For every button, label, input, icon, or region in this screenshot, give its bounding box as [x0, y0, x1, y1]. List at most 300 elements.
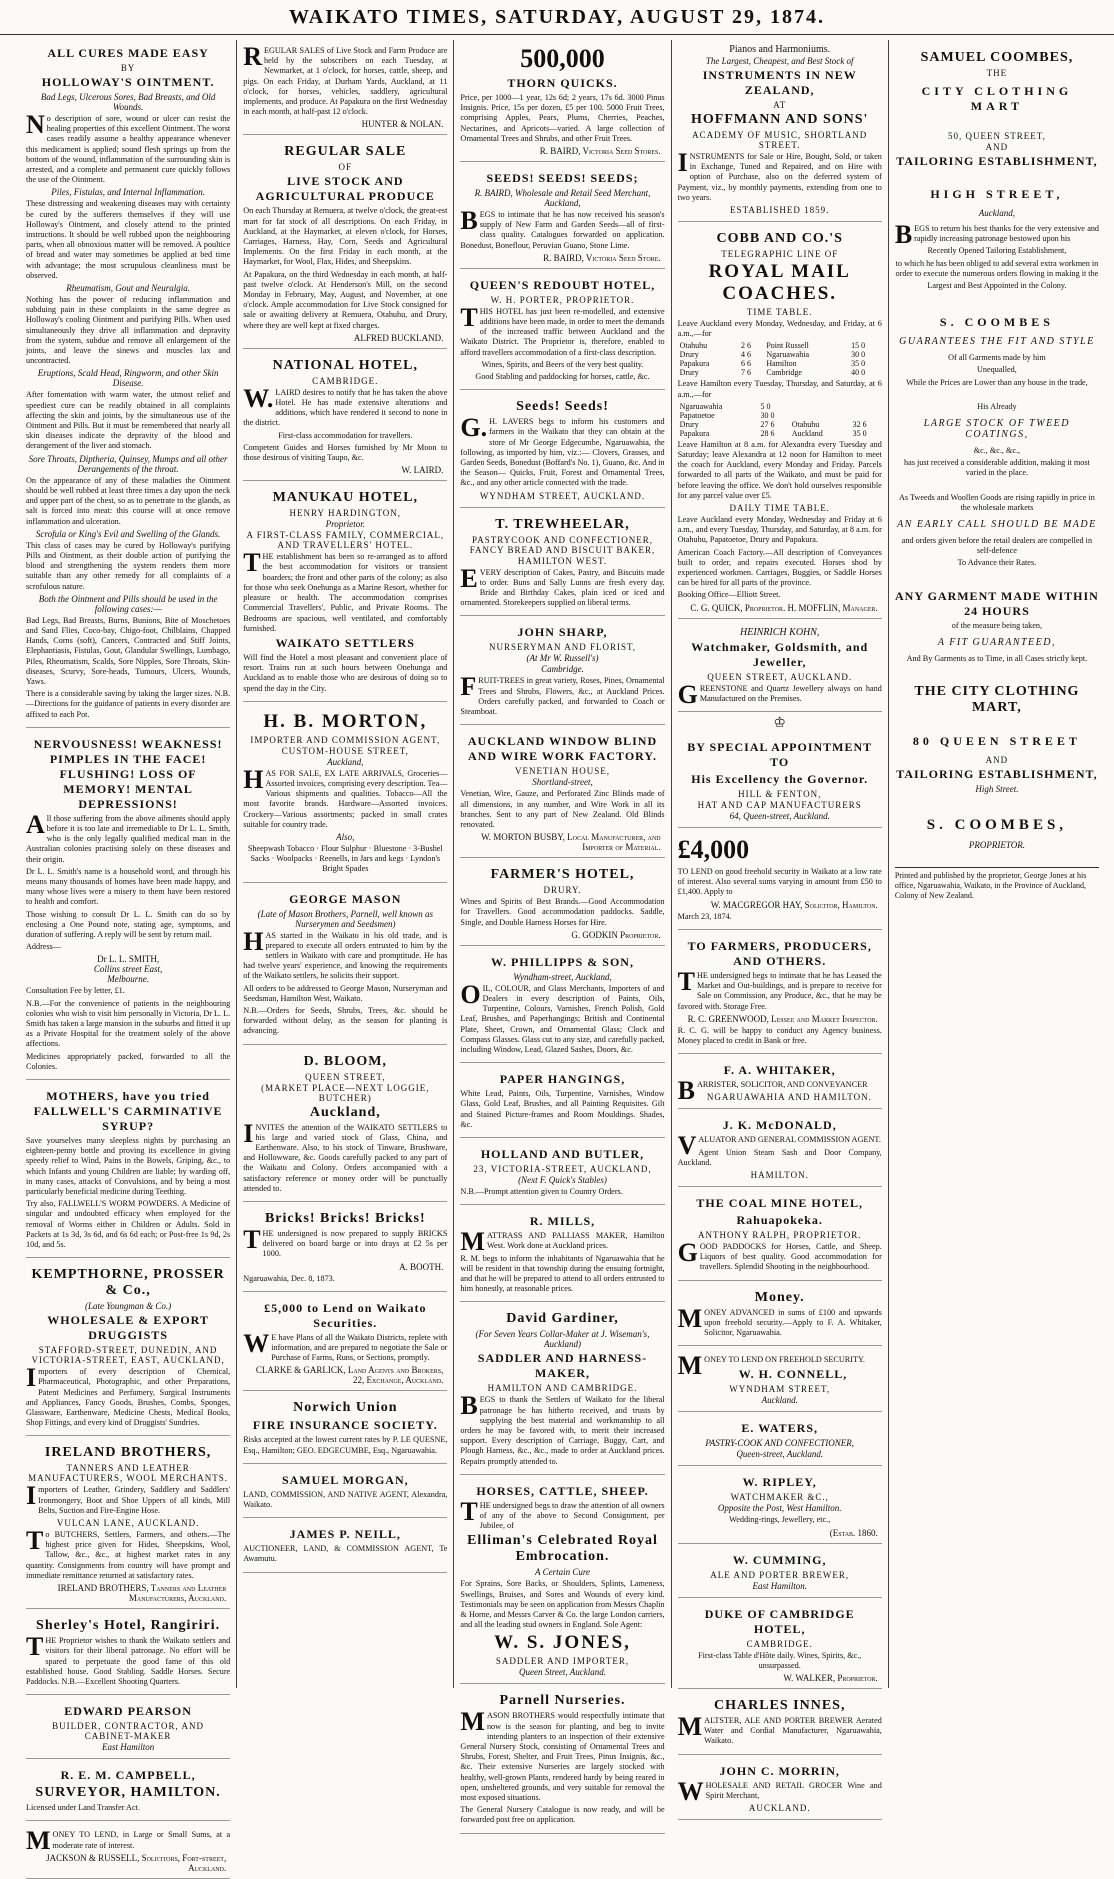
ad-and: AND [985, 755, 1009, 766]
ad-subhead: IMPORTER AND COMMISSION AGENT, [250, 734, 441, 745]
ad-headline: Seeds! Seeds! [516, 399, 609, 415]
ad-headline: WHOLESALE & EXPORT DRUGGISTS [47, 1313, 209, 1343]
ad-headline: AUCKLAND WINDOW BLIND AND WIRE WORK FACTORY. [467, 734, 658, 764]
ad-address: VULCAN LANE, AUCKLAND. [56, 1518, 200, 1529]
table-cell: Hamilton [766, 359, 797, 369]
ad-body: Venetian, Wire, Gauze, and Perforated Zinc Blinds made of all dimensions, in any number, and Wire Work in all its branches. Sent to any part of New Zealand. Old Blinds renovated. [460, 789, 665, 829]
ad-body: OIL, COLOUR, and Glass Merchants, Importers of and Dealers in every description of Paints, Oils, Turpentine, Colours, Varnishes, French Polish, Gold Leaf, Brushes, and Paperhangings; British and Continental Plate, Sheet, Crown, and Ornamental Glass; Clock and Compass Glasses. Glass cut to any size, and carefully packed, including Window, Lead, Glazed Sashes, Doors, &c. [460, 979, 665, 1054]
ad-body: GOOD PADDOCKS for Horses, Cattle, and Sheep. Liquors of best quality. Good accommodation for travellers. Splendid Shooting in the neighbourhood. [677, 1237, 882, 1272]
ad-headline: KEMPTHORNE, PROSSER & Co., [31, 1267, 225, 1299]
ad-address: 23, VICTORIA-STREET, AUCKLAND, [473, 1163, 652, 1174]
ad-body: THE undersigned begs to draw the attention of all owners of any of the above to Second Consignment, per Jubilee, of [460, 1496, 665, 1531]
ad-body: Those wishing to consult Dr L. L. Smith can do so by enclosing a One Pound note, stating age, symptoms, and duration of suffering. A reply will be sent by return mail. [26, 909, 231, 939]
ad-subhead: R. BAIRD, Wholesale and Retail Seed Merchant, Auckland, [474, 188, 651, 209]
ad-place: Cambridge. [541, 664, 584, 675]
ad-headline: WAIKATO SETTLERS [275, 635, 415, 650]
ad-body: BEGS to return his best thanks for the very extensive and rapidly increasing patronage bestowed upon his [894, 220, 1100, 249]
ad-at: AT [773, 100, 787, 110]
ad-subhead: His Excellency the Governor. [691, 772, 869, 787]
ad-place: AUCKLAND. [748, 1802, 811, 1813]
ad-signature: R. BAIRD, Victoria Seed Stores. [539, 146, 661, 157]
table-cell: Otahuhu [791, 419, 820, 429]
ripley-ad [678, 1469, 882, 1543]
ad-headline: PAPER HANGINGS, [499, 1072, 626, 1087]
address-line: Dr L. L. SMITH, [97, 954, 160, 965]
ad-body: Licensed under Land Transfer Act. [26, 1803, 140, 1813]
ad-headline: REGULAR SALE [284, 144, 407, 160]
ad-body: W.LAIRD desires to notify that he has taken the above Hotel. He has made extensive alterations and additions, which have rendered it second to none in the district. [243, 383, 448, 428]
table-row [678, 411, 882, 420]
mcdonald-ad [678, 1112, 882, 1187]
ad-place: NGARUAWAHIA AND HAMILTON. [706, 1092, 872, 1103]
ad-signature: R. BAIRD, Victoria Seed Store. [543, 252, 661, 263]
pearson-ad [26, 1698, 230, 1759]
national-hotel-ad [243, 352, 447, 481]
ad-body: As Tweeds and Woollen Goods are rising rapidly in price in the wholesale markets [898, 492, 1095, 512]
ad-body: REGULAR SALES of Live Stock and Farm Produce are held by the subscribers on each Tuesday, at Newmarket, at 1 o'clock, for horses, cattle, sheep, and pigs. On each Friday, at Durham Yards, Auckland, at 11 o'clock, for horses, vehicles, saddlery, agricultural implements, and produce. At Papakura on the first Wednesday in each month, at half-past 12 o'clock. [243, 42, 448, 117]
ad-headline: ANY GARMENT MADE WITHIN 24 HOURS [895, 588, 1099, 618]
ad-body: There is a considerable saving by taking the larger sizes. N.B.—Directions for the guidance of patients in every disorder are affixed to each Pot. [26, 689, 231, 719]
ad-body: R. M. begs to inform the inhabitants of Ngaruawahia that he will be resident in that township during the ensuing fortnight, and that he will be prepared to attend to all orders entrusted to him honestly, at reasonable prices. [460, 1253, 665, 1294]
ad-address: Queen Street, Auckland. [519, 1667, 606, 1678]
ad-body: MATTRASS AND PALLIASS MAKER, Hamilton West. Work done at Auckland prices. [460, 1227, 665, 1257]
ad-of: OF [338, 162, 353, 173]
ad-headline: H. B. MORTON, [263, 710, 428, 732]
norwich-ad [243, 1394, 447, 1463]
ad-headline: Money. [754, 1289, 805, 1305]
parnell-ad [460, 1687, 664, 1833]
ad-subhead: HENRY HARDINGTON, [289, 508, 402, 519]
ad-headline: SEEDS! SEEDS! SEEDS; [486, 171, 639, 186]
ad-headline: GEORGE MASON [289, 891, 402, 906]
connell-ad [678, 1349, 882, 1412]
ad-address: (Next F. Quick's Stables) [518, 1174, 607, 1185]
ad-body: Wedding-rings, Jewellery, etc., [729, 1515, 831, 1525]
ad-body: American Coach Factory.—All description of Conveyances built to order, and repairs executed. Horses shod by experienced workmen. Carriages, Buggies, or Saddle Horses can be hired for all parts of the province. [677, 547, 882, 588]
ad-headline: HOFFMANN AND SONS' [690, 112, 869, 127]
ad-body: Leave Auckland every Monday, Wednesday and Friday at 6 a.m., and every Tuesday, Thursday, and Saturday, at 8 a.m. for Otahuhu, Papatoetoe, Drury and Papakura. [677, 515, 882, 545]
ad-body: All orders to be addressed to George Mason, Nurseryman and Seedsman, Hamilton West, Waikato. [243, 983, 448, 1003]
ad-body: Of all Garments made by him [948, 353, 1046, 363]
ad-body: At Papakura, on the third Wednesday in each month, at half-past twelve o'clock. At Henderson's Mill, on the second Monday in February, May, August, and November, at one o'clock. Ample accommodation for Live Stock consigned for sale or awaiting delivery at Remuera, Otahuhu, and Drury, where they are well kept at fixed charges. [243, 269, 448, 330]
kempthorne-ad [26, 1261, 230, 1436]
table-cell: Drury [679, 368, 699, 378]
money-advanced-ad [678, 1284, 882, 1347]
ad-headline: SAMUEL COOMBES, [920, 50, 1074, 65]
column-4 [672, 40, 889, 1813]
ad-headline: NERVOUSNESS! WEAKNESS! PIMPLES IN THE FACE! FLUSHING! LOSS OF MEMORY! MENTAL DEPRESSIONS! [33, 736, 223, 811]
ad-body: Sheepwash Tobacco · Flour Sulphur · Bluestone · 3-Bushel Sacks · Woolpacks · Reenells, in Jars and kegs · Lyndon's Bright Spades [247, 843, 443, 874]
ad-body: Agent Union Steam Sash and Door Company, Auckland. [677, 1147, 882, 1167]
ad-italic: GUARANTEES THE FIT AND STYLE [899, 336, 1095, 348]
table-cell: Auckland [791, 428, 823, 438]
table-row [678, 341, 882, 350]
lavers-seeds-ad [460, 393, 664, 507]
ad-body: LAND, COMMISSION, AND NATIVE AGENT, Alexandra, Waikato. [243, 1489, 448, 1510]
ad-subhead: The Largest, Cheapest, and Best Stock of [705, 56, 854, 66]
ad-headline: EDWARD PEARSON [64, 1704, 192, 1719]
ad-lead: Bad Legs, Ulcerous Sores, Bad Breasts, and Old Wounds. [40, 92, 216, 112]
ad-body: To Advance their Rates. [957, 558, 1037, 568]
table-cell: Papakura [679, 359, 710, 369]
ad-headline: DUKE OF CAMBRIDGE HOTEL, [704, 1606, 855, 1636]
nervousness-ad [26, 731, 230, 1080]
ad-signature: C. G. QUICK, Proprietor. H. MOFFLIN, Manager. [690, 602, 878, 613]
table-cell: Papatoetoe [679, 410, 715, 420]
ad-lead: Sore Throats, Diptheria, Quinsey, Mumps and all other Derangements of the throat. [28, 453, 228, 474]
ad-body: BARRISTER, SOLICITOR, AND CONVEYANCER [677, 1076, 868, 1106]
ad-address: ACADEMY OF MUSIC, SHORTLAND STREET. [692, 130, 868, 150]
address-line: Melbourne. [107, 974, 149, 985]
ad-body: and orders given before the retail dealers are compelled in self-defence [901, 536, 1093, 556]
table-cell: 35 0 [852, 428, 867, 438]
ad-body: These distressing and weakening diseases may with certainty be cured by the sufferers themselves if they will use Holloway's Ointment, and closely attend to the printed instructions. It should be well rubbed upon the neighbouring parts, when all obnoxious matter will be removed. A poultice of bread and water may sometimes be applied at bed time with advantage; the most scrupulous cleanliness must be observed. [26, 199, 231, 280]
ad-headline: COBB AND CO.'S [716, 231, 843, 247]
table-cell: 5 0 [760, 401, 771, 411]
morton-ad [243, 705, 447, 883]
ad-signature: A. BOOTH. [399, 1261, 444, 1272]
ad-body: Good Stabling and paddocking for horses, cattle, &c. [475, 372, 650, 382]
ad-the: THE [986, 68, 1008, 78]
table-cell: 4 6 [740, 350, 751, 360]
ad-body: Importers of Leather, Grindery, Saddlery and Saddlers' Ironmongery, Boot and Shoe Uppers of all kinds, Mill Belts, Suction and Fire-Engine Hose. [26, 1481, 231, 1515]
ad-subhead: BUILDER, CONTRACTOR, AND CABINET-MAKER [52, 1721, 205, 1742]
ad-body: Unequalled, [977, 365, 1017, 375]
gardiner-ad [460, 1305, 664, 1474]
ad-headline: W. PHILLIPPS & SON, [491, 954, 634, 969]
ad-headline: THE COAL MINE HOTEL, [696, 1195, 864, 1210]
ad-headline: HORSES, CATTLE, SHEEP. [476, 1483, 649, 1498]
table-cell: Ngaruawahia [679, 401, 723, 411]
ad-subhead: (Late Youngman & Co.) [85, 1301, 172, 1312]
ad-headline: E. WATERS, [741, 1421, 818, 1436]
ad-subhead: (For Seven Years Collar-Maker at J. Wiseman's, Auckland) [475, 1329, 650, 1350]
ad-body: EVERY description of Cakes, Pastry, and Biscuits made to order. Buns and Sally Lunns are fresh every day. Bride and Birthday Cakes, plain iced or iced and ornamented. Storekeepers supplied on liberal terms. [460, 563, 665, 608]
table-cell: 7 6 [740, 368, 751, 378]
ad-subhead: A Certain Cure [535, 1567, 591, 1578]
neill-ad [243, 1521, 447, 1572]
loan-ad [243, 1295, 447, 1392]
ad-subhead: WYNDHAM STREET, [729, 1384, 831, 1395]
coal-mine-hotel-ad [678, 1190, 882, 1281]
ad-lead: Both the Ointment and Pills should be used in the following cases:— [38, 593, 218, 614]
ad-headline: SADDLER AND HARNESS-MAKER, [477, 1351, 648, 1381]
ad-body: MASON BROTHERS would respectfully intimate that now is the season for planting, and beg to invite intending planters to an inspection of their extensive General Nursery Stock, consisting of Ornamental Trees and Shrubs, Forest, Shelter, and Fruit Trees, Pinus Insignis, &c., &c. Their extensive Nurseries are largely stocked with healthy, well-grown Plants, rendered hardy by being reared in open, unsheltered grounds, and very suitable for removal the most exposed situations. [460, 1707, 665, 1803]
ad-headline: D. BLOOM, [303, 1053, 387, 1069]
ad-place: Auckland. [761, 1395, 798, 1406]
holland-butler-ad [460, 1141, 664, 1205]
ad-body: Importers of every description of Chemical, Pharmaceutical, Photographic, and other Preparations, Patent Medicines and Perfumery, Surgical Instruments and Appliances, Fancy Goods, Brushes, Combs, Sponges, Glassware, Earthenware, Medicine Chests, Medical Books, Shop Fittings, and every kind of Druggists' Sundries. [26, 1363, 231, 1428]
ad-headline: MANUKAU HOTEL, [272, 490, 419, 506]
table-row [678, 420, 882, 429]
ad-headline: W. CUMMING, [732, 1552, 827, 1567]
ad-headline: £5,000 to Lend on Waikato Securities. [264, 1300, 427, 1330]
ad-by: BY [120, 63, 136, 73]
ad-subhead: TELEGRAPHIC LINE OF [721, 249, 839, 260]
ad-body: First-class accommodation for travellers. [278, 430, 413, 440]
sherley-ad [26, 1612, 230, 1695]
ad-place: (MARKET PLACE—NEXT LOGGIE, BUTCHER) [261, 1082, 430, 1103]
ad-address: Wyndham-street, Auckland, [513, 971, 612, 982]
ad-lead: Eruptions, Scald Head, Ringworm, and other Skin Disease. [37, 368, 219, 389]
ad-body: Price, per 1000—1 year, 12s 6d; 2 years, 17s 6d. 3000 Pinus Insignis. Price, 15s per dozen, £5 per 100. 5000 Fruit Trees, comprising Apples, Pears, Plums, Cherries, Peaches, Nectarines, and Apricots—varied. A large collection of Ornamental Trees and Shrubs, and other Fruit Trees. [460, 93, 665, 143]
ad-subhead: SADDLER AND IMPORTER, [495, 1656, 630, 1667]
ad-address: STAFFORD-STREET, DUNEDIN, AND VICTORIA-STREET, EAST, AUCKLAND, [31, 1345, 225, 1366]
ad-headline: HOLLAND AND BUTLER, [480, 1146, 645, 1161]
bricks-ad [243, 1205, 447, 1292]
ad-body: THE undersigned is now prepared to supply BRICKS delivered on board barge or into drays at £2 5s per 1000. [243, 1225, 448, 1259]
ad-body: No description of sore, wound or ulcer can resist the healing properties of this excellent Ointment. The worst cases readily assume a healthy appearance whenever this medicament is applied; sound flesh springs up from the bottom of the wound, inflammation of the surrounding skin is arrested, and a complete and permanent cure quickly follows the use of the Ointment. [26, 110, 231, 185]
ad-lead: Piles, Fistulas, and Internal Inflammation. [51, 187, 205, 198]
ad-headline: JOHN C. MORRIN, [719, 1763, 840, 1778]
ad-body: WE have Plans of all the Waikato Districts, replete with information, and are prepared to negotiate the Sale or Purchase of Farms, Runs, or Sections, promptly. [243, 1328, 448, 1363]
ad-body: THE Proprietor wishes to thank the Waikato settlers and visitors for their liberal patronage. No effort will be spared to perpetuate the good fame of this old established house. Good Stabling. Saddle Horses. Secure Paddocks. N.B.—Excellent Shooting Quarters. [26, 1632, 231, 1686]
ad-also: Also, [336, 831, 355, 842]
table-cell: Drury [679, 419, 699, 429]
ad-headline: CHARLES INNES, [713, 1697, 846, 1713]
ad-italic: A FIT GUARANTEED, [937, 636, 1056, 648]
ad-body: To BUTCHERS, Settlers, Farmers, and others.—The highest price given for Hides, Sheepskins, Wool, Tallow, &c., &c., at highest market rates in any quantity. Consignments from country will have prompt and immediate remittance returned at satisfactory rates. [26, 1526, 231, 1580]
fallwell-ad [26, 1083, 230, 1258]
ad-body: The General Nursery Catalogue is now ready, and will be forwarded post free on application. [460, 1805, 665, 1825]
ad-headline: HIGH STREET, [930, 187, 1064, 201]
cumming-ad [678, 1547, 882, 1598]
ad-body: First-class Table d'Hôte daily. Wines, Spirits, &c., unsurpassed. [698, 1650, 862, 1670]
kohn-ad [678, 622, 882, 712]
ad-headline: R. MILLS, [529, 1214, 596, 1229]
ad-subhead: DAILY TIME TABLE. [729, 503, 830, 514]
ad-body: to which he has been obliged to add several extra workmen in order to execute the numerous orders flowing in making it the [895, 258, 1099, 278]
table-cell: Otahuhu [679, 341, 708, 351]
table-cell: 28 6 [760, 428, 775, 438]
ireland-ad [26, 1439, 230, 1609]
ad-headline: TO FARMERS, PRODUCERS, AND OTHERS. [687, 938, 872, 968]
ad-body: MONEY TO LEND ON FREEHOLD SECURITY. [677, 1351, 865, 1381]
ad-date: March 23, 1874. [677, 911, 732, 921]
queens-redoubt-ad [460, 272, 664, 390]
table-cell: 27 6 [760, 419, 775, 429]
ad-lead: Scrofula or King's Evil and Swelling of the Glands. [35, 528, 221, 539]
ad-body: &c., &c., &c., [973, 446, 1021, 456]
ad-body: VALUATOR AND GENERAL COMMISSION AGENT. [677, 1131, 881, 1161]
ad-headline: R. E. M. CAMPBELL, [60, 1768, 196, 1783]
ad-subhead: TIME TABLE. [746, 307, 813, 318]
ad-address: WYNDHAM STREET, AUCKLAND. [479, 490, 646, 501]
morrin-ad [678, 1758, 882, 1820]
ad-subhead: NURSERYMAN AND FLORIST, [488, 642, 637, 653]
ad-headline: 80 QUEEN STREET [912, 734, 1081, 749]
ad-body: This class of cases may be cured by Holloway's purifying Pills and Ointment, as their double action of purifying the blood and strengthening the system renders them more suitable than any other remedy for all complaints of a scrofulous nature. [26, 540, 231, 591]
ad-headline: W. S. JONES, [494, 1632, 631, 1654]
ad-body: INSTRUMENTS for Sale or Hire, Bought, Sold, or taken in Exchange, Tuned and Repaired, and on Hire with option of Purchase, also on the deferred system of Payment, viz., by monthly payments, extending from one to two years. [677, 148, 882, 202]
ad-body: Save yourselves many sleepless nights by purchasing an eighteen-penny bottle and proving its excellence in giving speedy relief to Wind, Pains in the Bowels, Griping, &c., to which Infants and young Children are liable; by warding off, in many cases, attacks of Convulsions, and by being a most particularly beneficial medicine during Teething. [26, 1136, 231, 1197]
ad-place: HAMILTON AND CAMBRIDGE. [487, 1383, 638, 1394]
ad-body: WHOLESALE AND RETAIL GROCER Wine and Spirit Merchant, [677, 1776, 882, 1806]
ad-headline: Auckland, [309, 1104, 381, 1120]
table-cell: 6 6 [740, 359, 751, 369]
ad-body: of the measure being taken, [951, 620, 1043, 630]
ad-body: Largest and Best Appointed in the Colony. [927, 281, 1067, 291]
innes-ad [678, 1692, 882, 1755]
ad-body: R. C. G. will be happy to conduct any Agency business. Money placed to credit in Bank or free. [677, 1025, 882, 1045]
ad-headline: TAILORING ESTABLISHMENT, [896, 154, 1098, 168]
ad-body: MONEY TO LEND, in Large or Small Sums, at a moderate rate of interest. [26, 1826, 231, 1856]
ad-body: AUCTIONEER, LAND, & COMMISSION AGENT, Te Awamutu. [243, 1544, 448, 1564]
ad-subhead: WATCHMAKER &C., [730, 1492, 829, 1503]
campbell-ad [26, 1762, 230, 1821]
ad-headline: HILL & FENTON, [738, 789, 822, 800]
ad-headline: JOHN SHARP, [517, 625, 608, 640]
ad-subhead: THORN QUICKS. [507, 76, 618, 90]
ad-body: Dr L. L. Smith's name is a household word, and through his means many thousands of homes have been made happy, and many whose lives were a misery to them have been restored to health and comfort. [26, 866, 231, 907]
ad-subhead: W. H. PORTER, PROPRIETOR. [490, 294, 635, 305]
ad-body: GREENSTONE and Quartz Jewellery always on hand Manufactured on the Premises. [677, 679, 882, 709]
ad-signature: JACKSON & RUSSELL, Solicitors, Fort-street, Auckland. [46, 1852, 227, 1873]
ad-headline: W. H. CONNELL, [738, 1367, 848, 1382]
ad-subhead: QUEEN STREET, [305, 1071, 386, 1082]
address-line: Collins street East, [93, 964, 163, 975]
ad-place: Auckland, [978, 208, 1016, 218]
ad-signature: W. MORTON BUSBY, Local Manufacturer, and Importer of Material. [481, 832, 661, 853]
timetable [678, 402, 882, 438]
ad-headline: F. A. WHITAKER, [723, 1063, 836, 1078]
ad-body: INVITES the attention of the WAIKATO SETTLERS to his large and varied stock of Glass, China, and Earthenware. Also, to his stock of Tinware, Brushware, and Hollowware, &c. Goods carefully packed to any part of the Waikato and Colony. Orders accompanied with a satisfactory reference or money order will be punctually attended to. [243, 1118, 448, 1193]
ad-place: East Hamilton. [752, 1580, 807, 1591]
ad-body: MALTSTER, ALE AND PORTER BREWER Aerated Water and Cordial Manufacturer, Ngaruawahia, Waikato. [677, 1711, 882, 1746]
ad-body: His Already [977, 401, 1017, 411]
masthead [0, 0, 1114, 35]
ad-headline: £4,000 [677, 835, 750, 865]
ad-headline: David Gardiner, [506, 1311, 619, 1327]
ad-signature: W. MACGREGOR HAY, Solicitor, Hamilton. [710, 899, 878, 910]
ad-subhead: CUSTOM-HOUSE STREET, [281, 745, 409, 756]
window-blind-ad [460, 728, 664, 858]
table-row [678, 359, 882, 368]
table-cell: Cambridge [766, 368, 802, 378]
ad-headline: ALL CURES MADE EASY [47, 46, 209, 60]
ad-body: White Lead, Paints, Oils, Turpentine, Varnishes, Window Glass, Gold Leaf, Brushes, and all Painting Requisites. Gilt and Stained Picture-frames and Room Mouldings. Shades, &c. [460, 1089, 665, 1129]
ad-headline: QUEEN'S REDOUBT HOTEL, [469, 277, 656, 292]
ad-italic: LARGE STOCK OF TWEED COATINGS, [923, 418, 1071, 441]
seeds-ad [460, 165, 664, 269]
lend-4000-ad [678, 831, 882, 930]
address-label: Address— [26, 942, 62, 952]
ad-headline: Norwich Union [293, 1400, 398, 1416]
ad-headline: Elliman's Celebrated Royal Embrocation. [467, 1533, 658, 1565]
ad-body: Booking Office—Elliott Street. [677, 590, 781, 600]
cobb-coaches-ad [678, 225, 882, 619]
duke-cambridge-ad [678, 1601, 882, 1689]
ad-subhead: TANNERS AND LEATHER MANUFACTURERS, WOOL MERCHANTS. [28, 1463, 229, 1484]
ad-headline: S. COOMBES, [926, 817, 1068, 834]
ad-body: For Sprains, Sore Backs, or Shoulders, Splints, Lameness, Swellings, Bruises, and Sores and Wounds of every kind. Testimonials may be seen on application from Messrs Chaplin & Horne, and Messrs Carver & Co. the large London carriers, and all the leading stud owners in England. Sole Agent: [460, 1579, 665, 1630]
ad-body: THIS HOTEL has just been re-modelled, and extensive additions have been made, in order to meet the demands of the increased traffic between Auckland and the Waikato District. The Proprietor is, therefore, enabled to afford travellers accommodation of a first-class description. [460, 302, 665, 357]
ad-body: Wines, Spirits, and Beers of the very best quality. [481, 359, 644, 369]
ad-body: THE undersigned begs to intimate that he has Leased the Market and Out-buildings, and is prepare to receive for Sale on Commission, any Produce, &c., that he may be favored with. Storage Free. [677, 966, 882, 1011]
ad-body: HAS FOR SALE, EX LATE ARRIVALS, Groceries—Assorted invoices, comprising every description. Tea—Various shipments and qualities. Tobacco—All the most favorite brands. Hardware—Assorted invoices. Crockery—Various assortments; packed in small crates suitable for country trade. [243, 764, 448, 829]
ad-address: 50, QUEEN STREET, [948, 131, 1046, 141]
ad-subhead: ALE AND PORTER BREWER, [710, 1569, 850, 1580]
colophon: Printed and published by the proprietor, George Jones at his office, Ngaruawahia, Waikato, in the Province of Auckland, Colony of New Zealand. [895, 867, 1099, 901]
table-row [678, 429, 882, 438]
ad-signature: CLARKE & GARLICK, Land Agents and Brokers, 22, Exchange, Auckland. [255, 1365, 444, 1386]
ad-address: (At Mr W. Russell's) [526, 653, 599, 664]
ad-address: Shortland-street, [532, 777, 593, 788]
ad-place: CAMBRIDGE. [746, 1638, 813, 1649]
ad-body: All those suffering from the above ailments should apply before it is too late and irremediable to Dr L. L. Smith, who is the only legally qualified medical man in the Australian colonies practising solely on these diseases and their origin. [26, 809, 231, 864]
ad-italic: AN EARLY CALL SHOULD BE MADE [897, 519, 1097, 531]
phillipps-ad [460, 949, 664, 1063]
manukau-hotel-ad [243, 484, 447, 701]
ad-body: has just received a considerable addition, making it most varied in the place. [904, 458, 1090, 478]
ad-headline: BY SPECIAL APPOINTMENT TO [687, 740, 873, 770]
ad-body: After fomentation with warm water, the utmost relief and speediest cure can be readily obtained in all complaints affecting the skin and joints, by the simultaneous use of the Ointment and Pills. But it must be remembered that nearly all skin diseases indicate the depravity of the blood and derangement of the liver and stomach. [26, 390, 231, 451]
ad-body: Nothing has the power of reducing inflammation and subduing pain in these complaints in the same degree as Holloway's cooling Ointment and purifying Pills. When used simultaneously they drive all inflammation and depravity from the system, subdue and remove all enlargement of the joints, and leave the sinews and muscles lax and uncontracted. [26, 295, 231, 366]
table-row [678, 368, 882, 377]
timetable [678, 341, 882, 377]
ad-place: HAMILTON. [750, 1169, 809, 1180]
ad-body: Bad Legs, Bad Breasts, Burns, Bunions, Bite of Moschetoes and Sand Flies, Coco-bay, Chigo-foot, Chilblains, Chapped Hands, Corns (soft), Cancers, Contracted and Stiff Joints, Elephantiasis, Fistulas, Gout, Glandular Swellings, Lumbago, Piles, Rheumatism, Scalds, Sore Nipples, Sore Throats, Skin-diseases, Scurvy, Sore-heads, Tumours, Ulcers, Wounds, Yaws. [26, 615, 231, 686]
table-cell: 35 0 [851, 359, 866, 369]
newspaper-columns [20, 40, 1105, 1873]
ad-address: HAMILTON WEST. [517, 555, 608, 566]
table-cell: Ngaruawahia [766, 350, 810, 360]
newspaper-title: WAIKATO TIMES, SATURDAY, AUGUST 29, 1874. [288, 6, 825, 28]
ad-body: Consultation Fee by letter, £1. [26, 986, 125, 996]
table-row [678, 350, 882, 359]
ad-body: Leave Hamilton every Tuesday, Thursday, and Saturday, at 6 a.m.,—for [677, 379, 882, 399]
regular-sale-ad [243, 138, 447, 348]
ad-subhead: SURVEYOR, HAMILTON. [35, 1785, 221, 1801]
ad-headline: THE CITY CLOTHING MART, [914, 684, 1080, 716]
ad-signature: HUNTER & NOLAN. [361, 119, 444, 130]
ad-address: Opposite the Post, West Hamilton. [717, 1503, 842, 1514]
paper-hangings-ad [460, 1066, 664, 1138]
table-cell: 2 6 [740, 341, 751, 351]
table-cell: Drury [679, 350, 699, 360]
ad-subhead: HAT AND CAP MANUFACTURERS [697, 800, 862, 811]
ad-body: N.B.—Prompt attention given to Country Orders. [460, 1186, 623, 1196]
ad-headline: TAILORING ESTABLISHMENT, [896, 767, 1098, 782]
ad-address: 64, Queen-street, Auckland. [729, 811, 830, 822]
ad-body: While the Prices are Lower than any house in the trade, [906, 377, 1088, 387]
ad-subhead: PASTRY-COOK AND CONFECTIONER, [705, 1438, 855, 1449]
table-cell: Point Russell [766, 341, 809, 351]
ad-headline: JAMES P. NEILL, [289, 1527, 401, 1542]
ad-body: N.B.—Orders for Seeds, Shrubs, Trees, &c. should be forwarded without delay, as the season for planting is advancing. [243, 1005, 448, 1036]
ad-body: THE establishment has been so re-arranged as to afford the best accommodation for visitors or transient boarders; the front and other parts of the colony; as also for those who seek Onehunga as a Marine Resort, whether for pleasure or health. The accommodation comprises Commercial Travellers', Public, and Private Rooms. The Bedrooms are spacious, well ventilated, and comfortably furnished. [243, 548, 448, 633]
ad-headline: CITY CLOTHING MART [921, 84, 1073, 113]
ad-subhead: LIVE STOCK AND AGRICULTURAL PRODUCE [255, 174, 435, 204]
ad-body: Recently Opened Tailoring Establishment, [927, 246, 1067, 256]
mason-ad [243, 886, 447, 1045]
ad-body: BEGS to thank the Settlers of Waikato for the liberal patronage he has hitherto received, and trusts by supplying the best material and workmanship to all orders he may be favored with, to merit their increased support. Every description of Carriage, Buggy, Cart, and Plough Harness, &c., &c., made to order at Auckland prices. Repairs promptly attended to. [460, 1391, 665, 1466]
column-2 [237, 40, 454, 1688]
horses-ad [460, 1478, 664, 1685]
ad-headline: HEINRICH KOHN, [739, 626, 820, 638]
ad-place: DRURY. [543, 885, 582, 896]
hill-fenton-ad [678, 734, 882, 828]
ad-place: CAMBRIDGE. [312, 375, 379, 386]
ad-body: Will find the Hotel a most pleasant and convenient place of resort. Trains run at such hours between Onehunga and Auckland as to enable those who are desirous of doing so to spend the day in the City. [243, 652, 448, 693]
ad-body: Leave Hamilton at 8 a.m. for Alexandra every Tuesday and Saturday; leave Alexandra at 12 noon for Hamilton to meet the coach for Auckland, every Monday and Friday. Parcels forwarded to all parts of the Waikato, and must be paid for before leaving the office. We don't hold ourselves responsible for any parcel value over £5. [677, 439, 882, 500]
ad-body: Wines and Spirits of Best Brands.—Good Accommodation for Travellers. Good accommodation paddocks. Saddle, Single, and Double Harness Horses for Hire. [460, 897, 665, 927]
ad-headline: FARMER'S HOTEL, [490, 867, 635, 883]
ad-subhead: Watchmaker, Goldsmith, and Jeweller, [691, 639, 869, 669]
column-5 [889, 40, 1105, 1688]
ad-proprietor: ANTHONY RALPH, PROPRIETOR. [697, 1229, 862, 1240]
trewheelar-ad [460, 511, 664, 617]
